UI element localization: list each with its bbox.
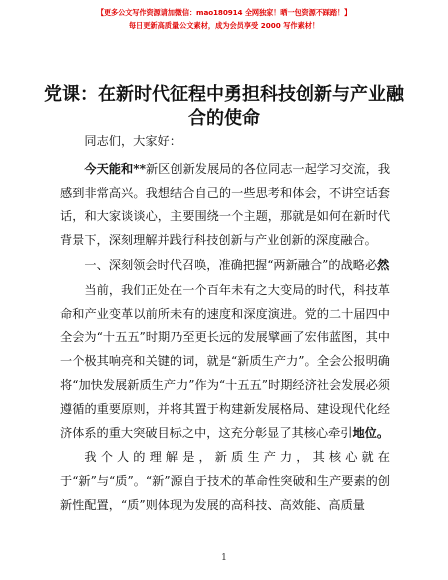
paragraph-intro <box>60 158 390 253</box>
section-heading-1-text: 一、深刻领会时代召唤，准确把握“两新融合”的战略必 <box>84 257 378 272</box>
paragraph-context-text: 当前，我们正处在一个百年未有之大变局的时代，科技革命和产业变革以前所未有的速度和深度演进。党的二十届四中全会为“十五五”时期乃至更长远的发展擘画了宏伟蓝图，其中一个极其响亮和关键的词，就是“新质生产力”。全会公报明确将“加快发展新质生产力”作为“十五五”时期经济社会发展必须遵循的重要原则，并将其置于构建新发展格局、建设现代化经济体系的重大突破目标之中，这充分彰显了其核心牵引 <box>60 282 390 440</box>
paragraph-context <box>60 279 390 446</box>
section-heading-1-tail: 然 <box>377 257 390 272</box>
document-title: 党课：在新时代征程中勇担科技创新与产业融合的使命 <box>44 84 404 129</box>
promo-banner-line-2: 每日更新高质量公文素材，成为会员享受 2000 写作素材！ <box>128 21 320 30</box>
document-body <box>60 130 390 519</box>
promo-banner-line-1: 【更多公文写作资源请加微信：mao180914 全网独家！晒一包资源不踩踏！】 <box>96 8 352 17</box>
section-heading-1 <box>60 254 390 278</box>
paragraph-intro-bold: 今天能和** <box>84 161 146 176</box>
paragraph-context-tail: 地位。 <box>352 425 390 440</box>
paragraph-intro-text: 新区创新发展局的各位同志一起学习交流，我感到非常高兴。我想结合自己的一些思考和体会，不讲空话套话，和大家谈谈心，主要围绕一个主题，那就是如何在新时代背景下，深刻理解并践行科技创新与产业创新的深度融合。 <box>60 161 391 248</box>
promo-banner <box>0 7 448 31</box>
paragraph-understanding-text: 我个人的理解是，新质生产力，其核心就在于“新”与“质”。“新”源自于技术的革命性突破和生产要素的创新性配置，“质”则体现为发展的高科技、高效能、高质量 <box>60 450 390 512</box>
page-number: 1 <box>221 553 227 563</box>
paragraph-understanding <box>60 446 390 517</box>
salutation: 同志们，大家好： <box>84 134 182 148</box>
